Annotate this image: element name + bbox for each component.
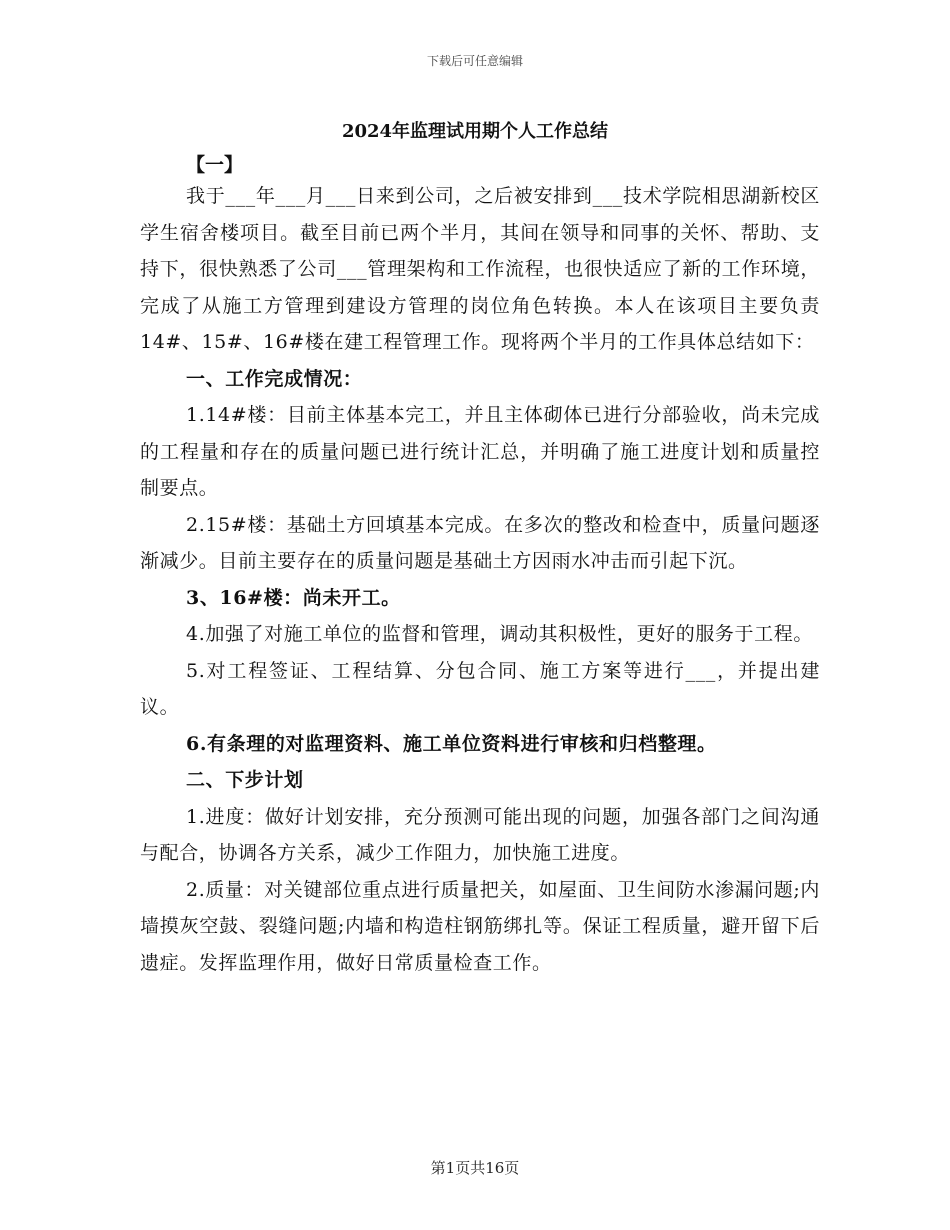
page-footer: 第1页共16页 — [430, 1159, 520, 1177]
paragraph-building-16: 3、16#楼：尚未开工。 — [186, 586, 401, 609]
document-body — [140, 178, 820, 981]
heading-work-status: 一、工作完成情况： — [186, 367, 363, 390]
paragraph-archiving: 6.有条理的对监理资料、施工单位资料进行审核和归档整理。 — [186, 732, 717, 755]
document-title: 2024年监理试用期个人工作总结 — [341, 121, 609, 142]
heading-next-plan: 二、下步计划 — [186, 769, 304, 791]
paragraph-quality: 2.质量：对关键部位重点进行质量把关，如屋面、卫生间防水渗漏问题;内墙摸灰空鼓、裂缝问题;内墙和构造柱钢筋绑扎等。保证工程质量，避开留下后遗症。发挥监理作用，做好日常质量检查工作。 — [140, 878, 820, 974]
paragraph-intro: 我于___年___月___日来到公司，之后被安排到___技术学院相思湖新校区学生宿舍楼项目。截至目前已两个半月，其间在领导和同事的关怀、帮助、支持下，很快熟悉了公司___管理架构和工作流程，也很快适应了新的工作环境，完成了从施工方管理到建设方管理的岗位角色转换。本人在该项目主要负责14#、15#、16#楼在建工程管理工作。现将两个半月的工作具体总结如下： — [140, 185, 820, 353]
header-note: 下载后可任意编辑 — [426, 54, 523, 68]
paragraph-building-15: 2.15#楼：基础土方回填基本完成。在多次的整改和检查中，质量问题逐渐减少。目前主要存在的质量问题是基础土方因雨水冲击而引起下沉。 — [140, 513, 820, 572]
paragraph-building-14: 1.14#楼：目前主体基本完工，并且主体砌体已进行分部验收，尚未完成的工程量和存在的质量问题已进行统计汇总，并明确了施工进度计划和质量控制要点。 — [140, 404, 820, 499]
paragraph-supervision: 4.加强了对施工单位的监督和管理，调动其积极性，更好的服务于工程。 — [186, 623, 813, 645]
paragraph-review: 5.对工程签证、工程结算、分包合同、施工方案等进行___，并提出建议。 — [140, 659, 820, 718]
paragraph-progress: 1.进度：做好计划安排，充分预测可能出现的问题，加强各部门之间沟通与配合，协调各方关系，减少工作阻力，加快施工进度。 — [140, 805, 820, 864]
section-marker: 【一】 — [186, 154, 244, 176]
